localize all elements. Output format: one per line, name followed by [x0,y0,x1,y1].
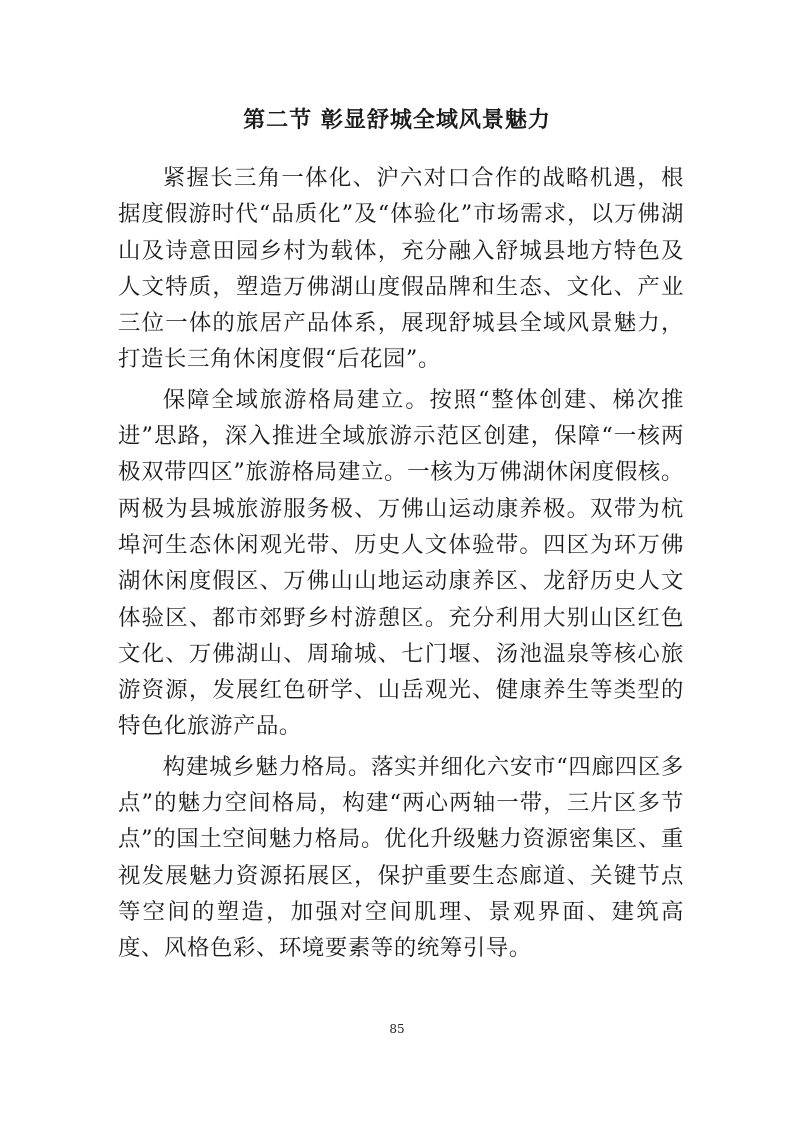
page-number: 85 [389,1022,405,1036]
section-title: 第二节 彰显舒城全域风景魅力 [243,108,551,133]
paragraph-charm-layout: 构建城乡魅力格局。落实并细化六安市“四廊四区多点”的魅力空间格局，构建“两心两轴一带，三片区多节点”的国土空间魅力格局。优化升级魅力资源密集区、重视发展魅力资源拓展区，保护重要生态廊道、关键节点等空间的塑造，加强对空间肌理、景观界面、建筑高度、风格色彩、环境要素等的统筹引导。 [118,753,684,962]
paragraph-strategy: 紧握长三角一体化、沪六对口合作的战略机遇，根据度假游时代“品质化”及“体验化”市场需求，以万佛湖山及诗意田园乡村为载体，充分融入舒城县地方特色及人文特质，塑造万佛湖山度假品牌和生态、文化、产业三位一体的旅居产品体系，展现舒城县全域风景魅力，打造长三角休闲度假“后花园”。 [118,165,684,373]
body-text [118,160,684,969]
paragraph-tourism-layout: 保障全域旅游格局建立。按照“整体创建、梯次推进”思路，深入推进全域旅游示范区创建，保障“一核两极双带四区”旅游格局建立。一核为万佛湖休闲度假核。两极为县城旅游服务极、万佛山运动康养极。双带为杭埠河生态休闲观光带、历史人文体验带。四区为环万佛湖休闲度假区、万佛山山地运动康养区、龙舒历史人文体验区、都市郊野乡村游憩区。充分利用大别山区红色文化、万佛湖山、周瑜城、七门堰、汤池温泉等核心旅游资源，发展红色研学、山岳观光、健康养生等类型的特色化旅游产品。 [118,386,684,740]
